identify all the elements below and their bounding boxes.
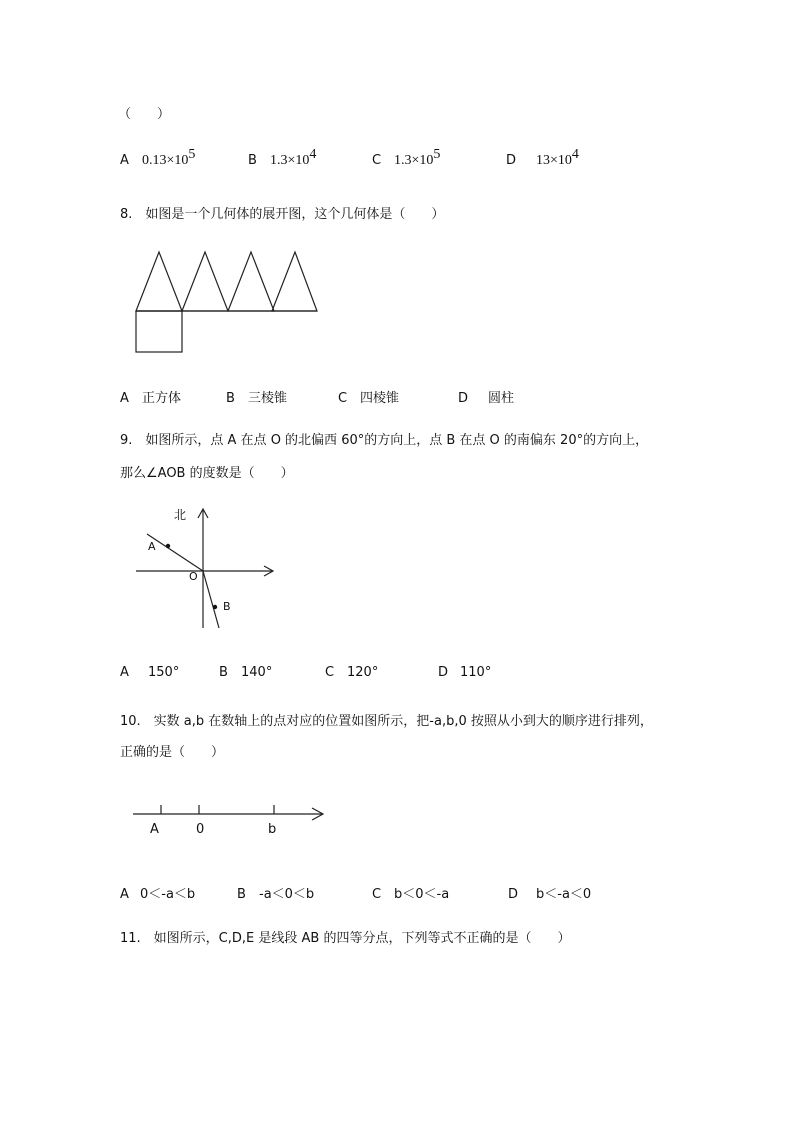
q10-option-a[interactable]: A 0＜-a＜b bbox=[120, 887, 196, 902]
q10-option-c[interactable]: C b＜0＜-a bbox=[372, 887, 450, 902]
q7-option-d[interactable]: D $13\times 10^4$ bbox=[506, 147, 579, 168]
q9-question-line2: 那么∠AOB 的度数是（ ） bbox=[120, 466, 294, 481]
q9-option-d[interactable]: D 110° bbox=[438, 665, 492, 680]
q9-label-o: O bbox=[189, 570, 198, 583]
q8-question: 8. 如图是一个几何体的展开图，这个几何体是（ ） bbox=[120, 207, 445, 222]
q10-label-b: b bbox=[268, 822, 277, 837]
q8-option-c[interactable]: C 四棱锥 bbox=[338, 391, 400, 406]
q9-label-b: B bbox=[223, 600, 231, 613]
q7-bracket: （ ） bbox=[118, 107, 171, 122]
q9-option-c[interactable]: C 120° bbox=[325, 665, 379, 680]
q8-option-d[interactable]: D 圆柱 bbox=[458, 391, 515, 406]
q10-option-b[interactable]: B -a＜0＜b bbox=[237, 887, 315, 902]
q10-question-line1: 10. 实数 a,b 在数轴上的点对应的位置如图所示，把-a,b,0 按照从小到大的顺序进行排列， bbox=[120, 714, 653, 729]
q9-question-line1: 9. 如图所示，点 A 在点 O 的北偏西 60°的方向上，点 B 在点 O 的南偏东 20°的方向上， bbox=[120, 433, 649, 448]
q9-label-north: 北 bbox=[174, 508, 187, 522]
q9-option-b[interactable]: B 140° bbox=[219, 665, 273, 680]
q7-option-a[interactable]: A $0.13\times 10^5$ bbox=[120, 147, 196, 168]
q7-option-b[interactable]: B $1.3\times 10^4$ bbox=[248, 147, 317, 168]
q9-option-a[interactable]: A 150° bbox=[120, 665, 180, 680]
q9-label-a: A bbox=[148, 540, 156, 553]
q8-option-b[interactable]: B 三棱锥 bbox=[226, 391, 288, 406]
q11-question: 11. 如图所示，C,D,E 是线段 AB 的四等分点，下列等式不正确的是（ ） bbox=[120, 931, 571, 946]
q10-option-d[interactable]: D b＜-a＜0 bbox=[508, 887, 592, 902]
q10-label-zero: 0 bbox=[196, 822, 205, 837]
q10-label-a: A bbox=[150, 822, 159, 837]
q8-option-a[interactable]: A 正方体 bbox=[120, 391, 182, 406]
q7-option-c[interactable]: C $1.3\times 10^5$ bbox=[372, 147, 441, 168]
q10-question-line2: 正确的是（ ） bbox=[120, 745, 225, 760]
